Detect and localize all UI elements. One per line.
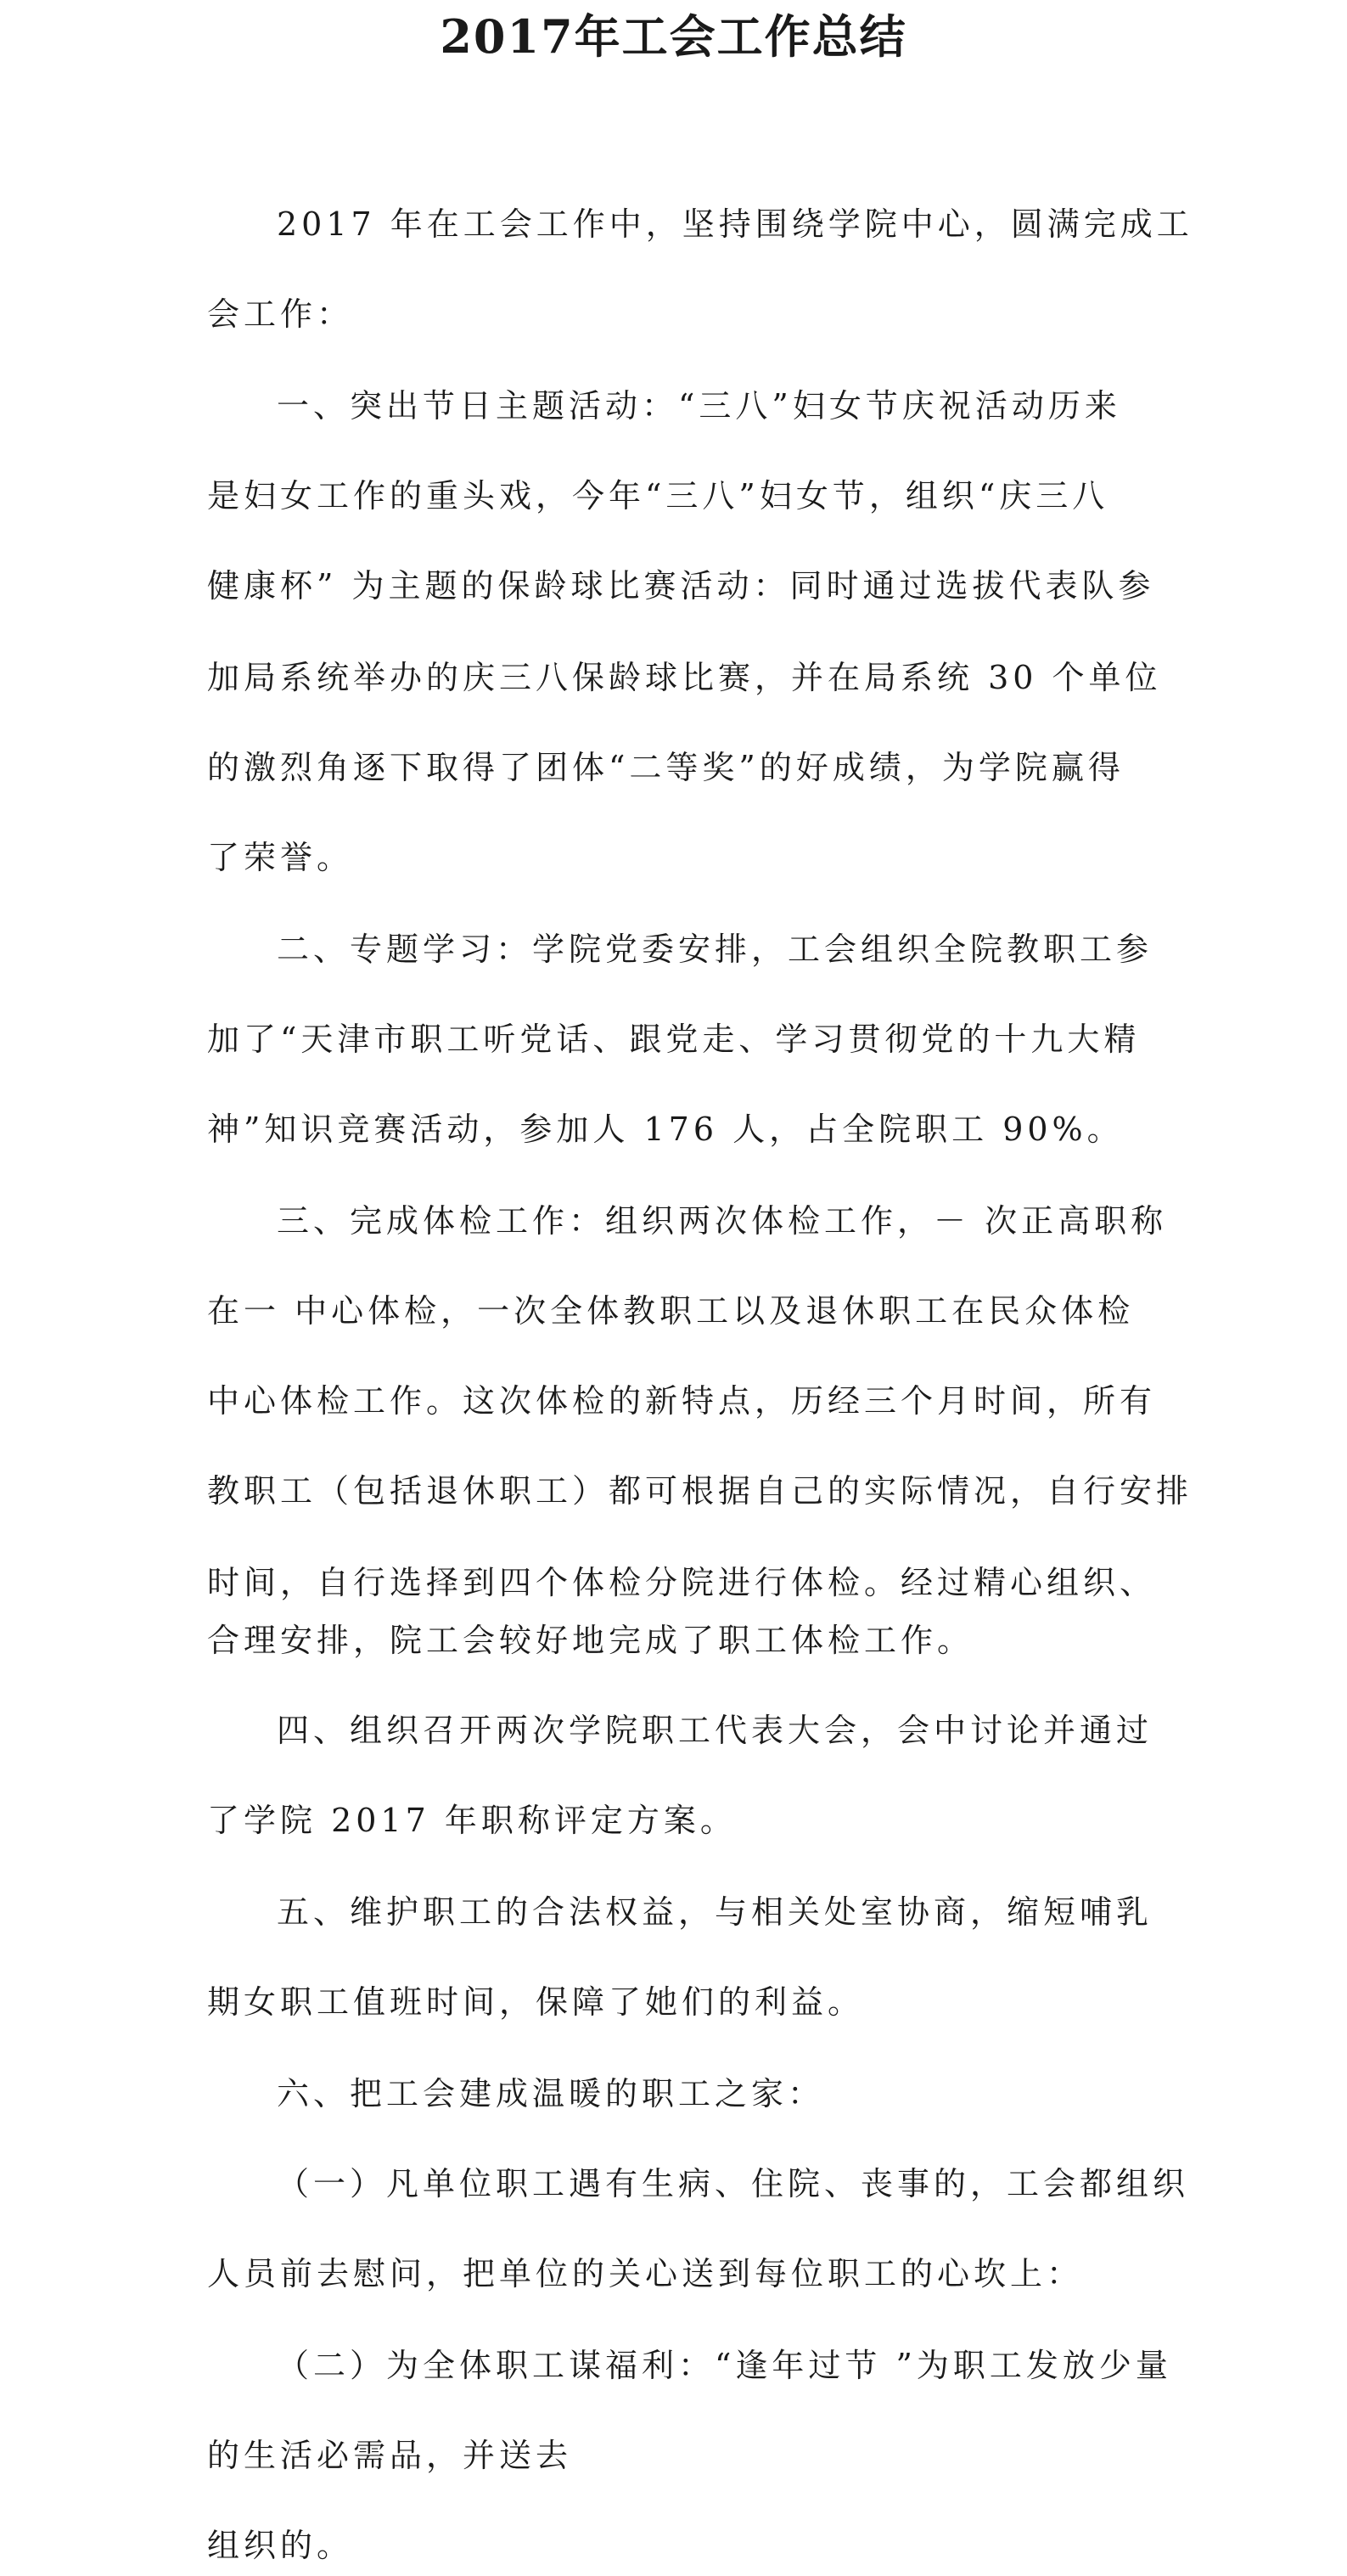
paragraph-line: 五、维护职工的合法权益，与相关处室协商，缩短哺乳 (277, 1893, 1153, 1931)
paragraph-line: 加局系统举办的庆三八保龄球比赛，并在局系统 30 个单位 (207, 659, 1162, 696)
paragraph-line: （一）凡单位职工遇有生病、住院、丧事的，工会都组织 (277, 2165, 1190, 2202)
paragraph-line: 合理安排，院工会较好地完成了职工体检工作。 (207, 1622, 974, 1659)
paragraph-line: 了学院 2017 年职称评定方案。 (207, 1802, 737, 1839)
paragraph-line: 六、把工会建成温暖的职工之家： (277, 2075, 825, 2112)
paragraph-line: 的激烈角逐下取得了团体“二等奖”的好成绩，为学院赢得 (207, 749, 1125, 786)
paragraph-line: 健康杯” 为主题的保龄球比赛活动：同时通过选拔代表队参 (207, 567, 1155, 605)
paragraph-line: 一、突出节日主题活动：“三八”妇女节庆祝活动历来 (277, 387, 1121, 425)
paragraph-line: 了荣誉。 (207, 839, 354, 876)
paragraph-line: 会工作： (207, 295, 354, 333)
paragraph-line: 加了“天津市职工听党话、跟党走、学习贯彻党的十九大精 (207, 1021, 1141, 1058)
paragraph-line: 期女职工值班时间，保障了她们的利益。 (207, 1983, 865, 2021)
paragraph-line: 组织的。 (207, 2527, 354, 2564)
paragraph-line: 的生活必需品，并送去 (207, 2437, 573, 2474)
paragraph-line: 是妇女工作的重头戏，今年“三八”妇女节，组织“庆三八 (207, 477, 1109, 515)
paragraph-line: 教职工（包括退休职工）都可根据自己的实际情况，自行安排 (207, 1472, 1193, 1510)
paragraph-line: 在一 中心体检，一次全体教职工以及退休职工在民众体检 (207, 1292, 1135, 1330)
paragraph-line: 2017 年在工会工作中，坚持围绕学院中心，圆满完成工 (277, 205, 1193, 243)
paragraph-line: 神”知识竞赛活动，参加人 176 人，占全院职工 90%。 (207, 1111, 1124, 1148)
paragraph-line: 三、完成体检工作：组织两次体检工作，－ 次正高职称 (277, 1202, 1168, 1240)
paragraph-line: （二）为全体职工谋福利：“逢年过节 ”为职工发放少量 (277, 2347, 1172, 2384)
paragraph-line: 中心体检工作。这次体检的新特点，历经三个月时间，所有 (207, 1382, 1157, 1420)
document-title: 2017年工会工作总结 (440, 9, 907, 64)
paragraph-line: 人员前去慰问，把单位的关心送到每位职工的心坎上： (207, 2255, 1084, 2292)
paragraph-line: 二、专题学习：学院党委安排，工会组织全院教职工参 (277, 931, 1153, 968)
paragraph-line: 时间，自行选择到四个体检分院进行体检。经过精心组织、 (207, 1564, 1157, 1601)
paragraph-line: 四、组织召开两次学院职工代表大会，会中讨论并通过 (277, 1712, 1153, 1749)
